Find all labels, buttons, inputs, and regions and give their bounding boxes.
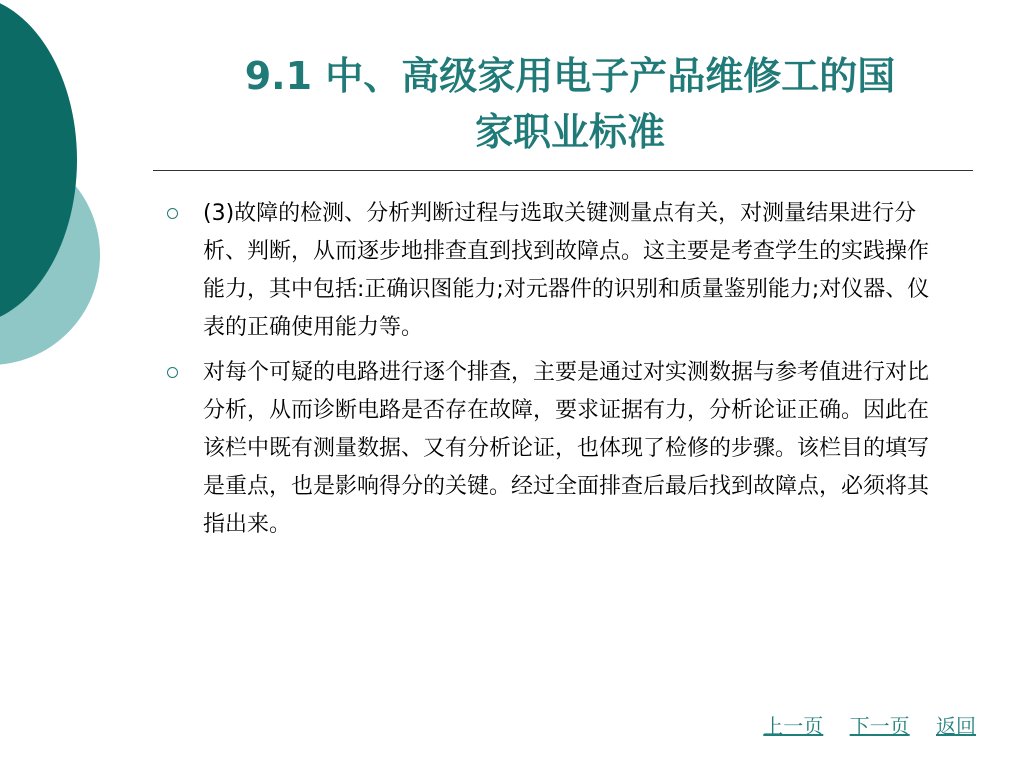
back-link[interactable]: 返回 — [936, 714, 976, 738]
hollow-circle-bullet-icon — [167, 367, 178, 378]
title-divider — [153, 170, 973, 171]
slide-navigation — [743, 712, 976, 740]
bullet-item — [165, 354, 965, 544]
bullet-text: (3)故障的检测、分析判断过程与选取关键测量点有关，对测量结果进行分析、判断，从而逐步地排查直到找到故障点。这主要是考查学生的实践操作能力，其中包括:正确识图能力;对元器件的识别和质量鉴别能力;对仪器、仪表的正确使用能力等。 — [203, 201, 930, 340]
next-page-link[interactable]: 下一页 — [849, 714, 910, 738]
bullet-item — [165, 195, 965, 347]
bullet-list — [165, 195, 965, 551]
slide-title-line-2: 家职业标准 — [474, 110, 665, 154]
bullet-text: 对每个可疑的电路进行逐个排查，主要是通过对实测数据与参考值进行对比分析，从而诊断电路是否存在故障，要求证据有力，分析论证正确。因此在该栏中既有测量数据、又有分析论证，也体现了检修的步骤。该栏目的填写是重点，也是影响得分的关键。经过全面排查后最后找到故障点，必须将其指出来。 — [203, 360, 930, 537]
hollow-circle-bullet-icon — [167, 208, 178, 219]
slide-title — [150, 48, 990, 160]
decorative-circles — [0, 0, 110, 400]
slide-title-line-1: 9.1 中、高级家用电子产品维修工的国 — [244, 54, 896, 98]
previous-page-link[interactable]: 上一页 — [763, 714, 824, 738]
